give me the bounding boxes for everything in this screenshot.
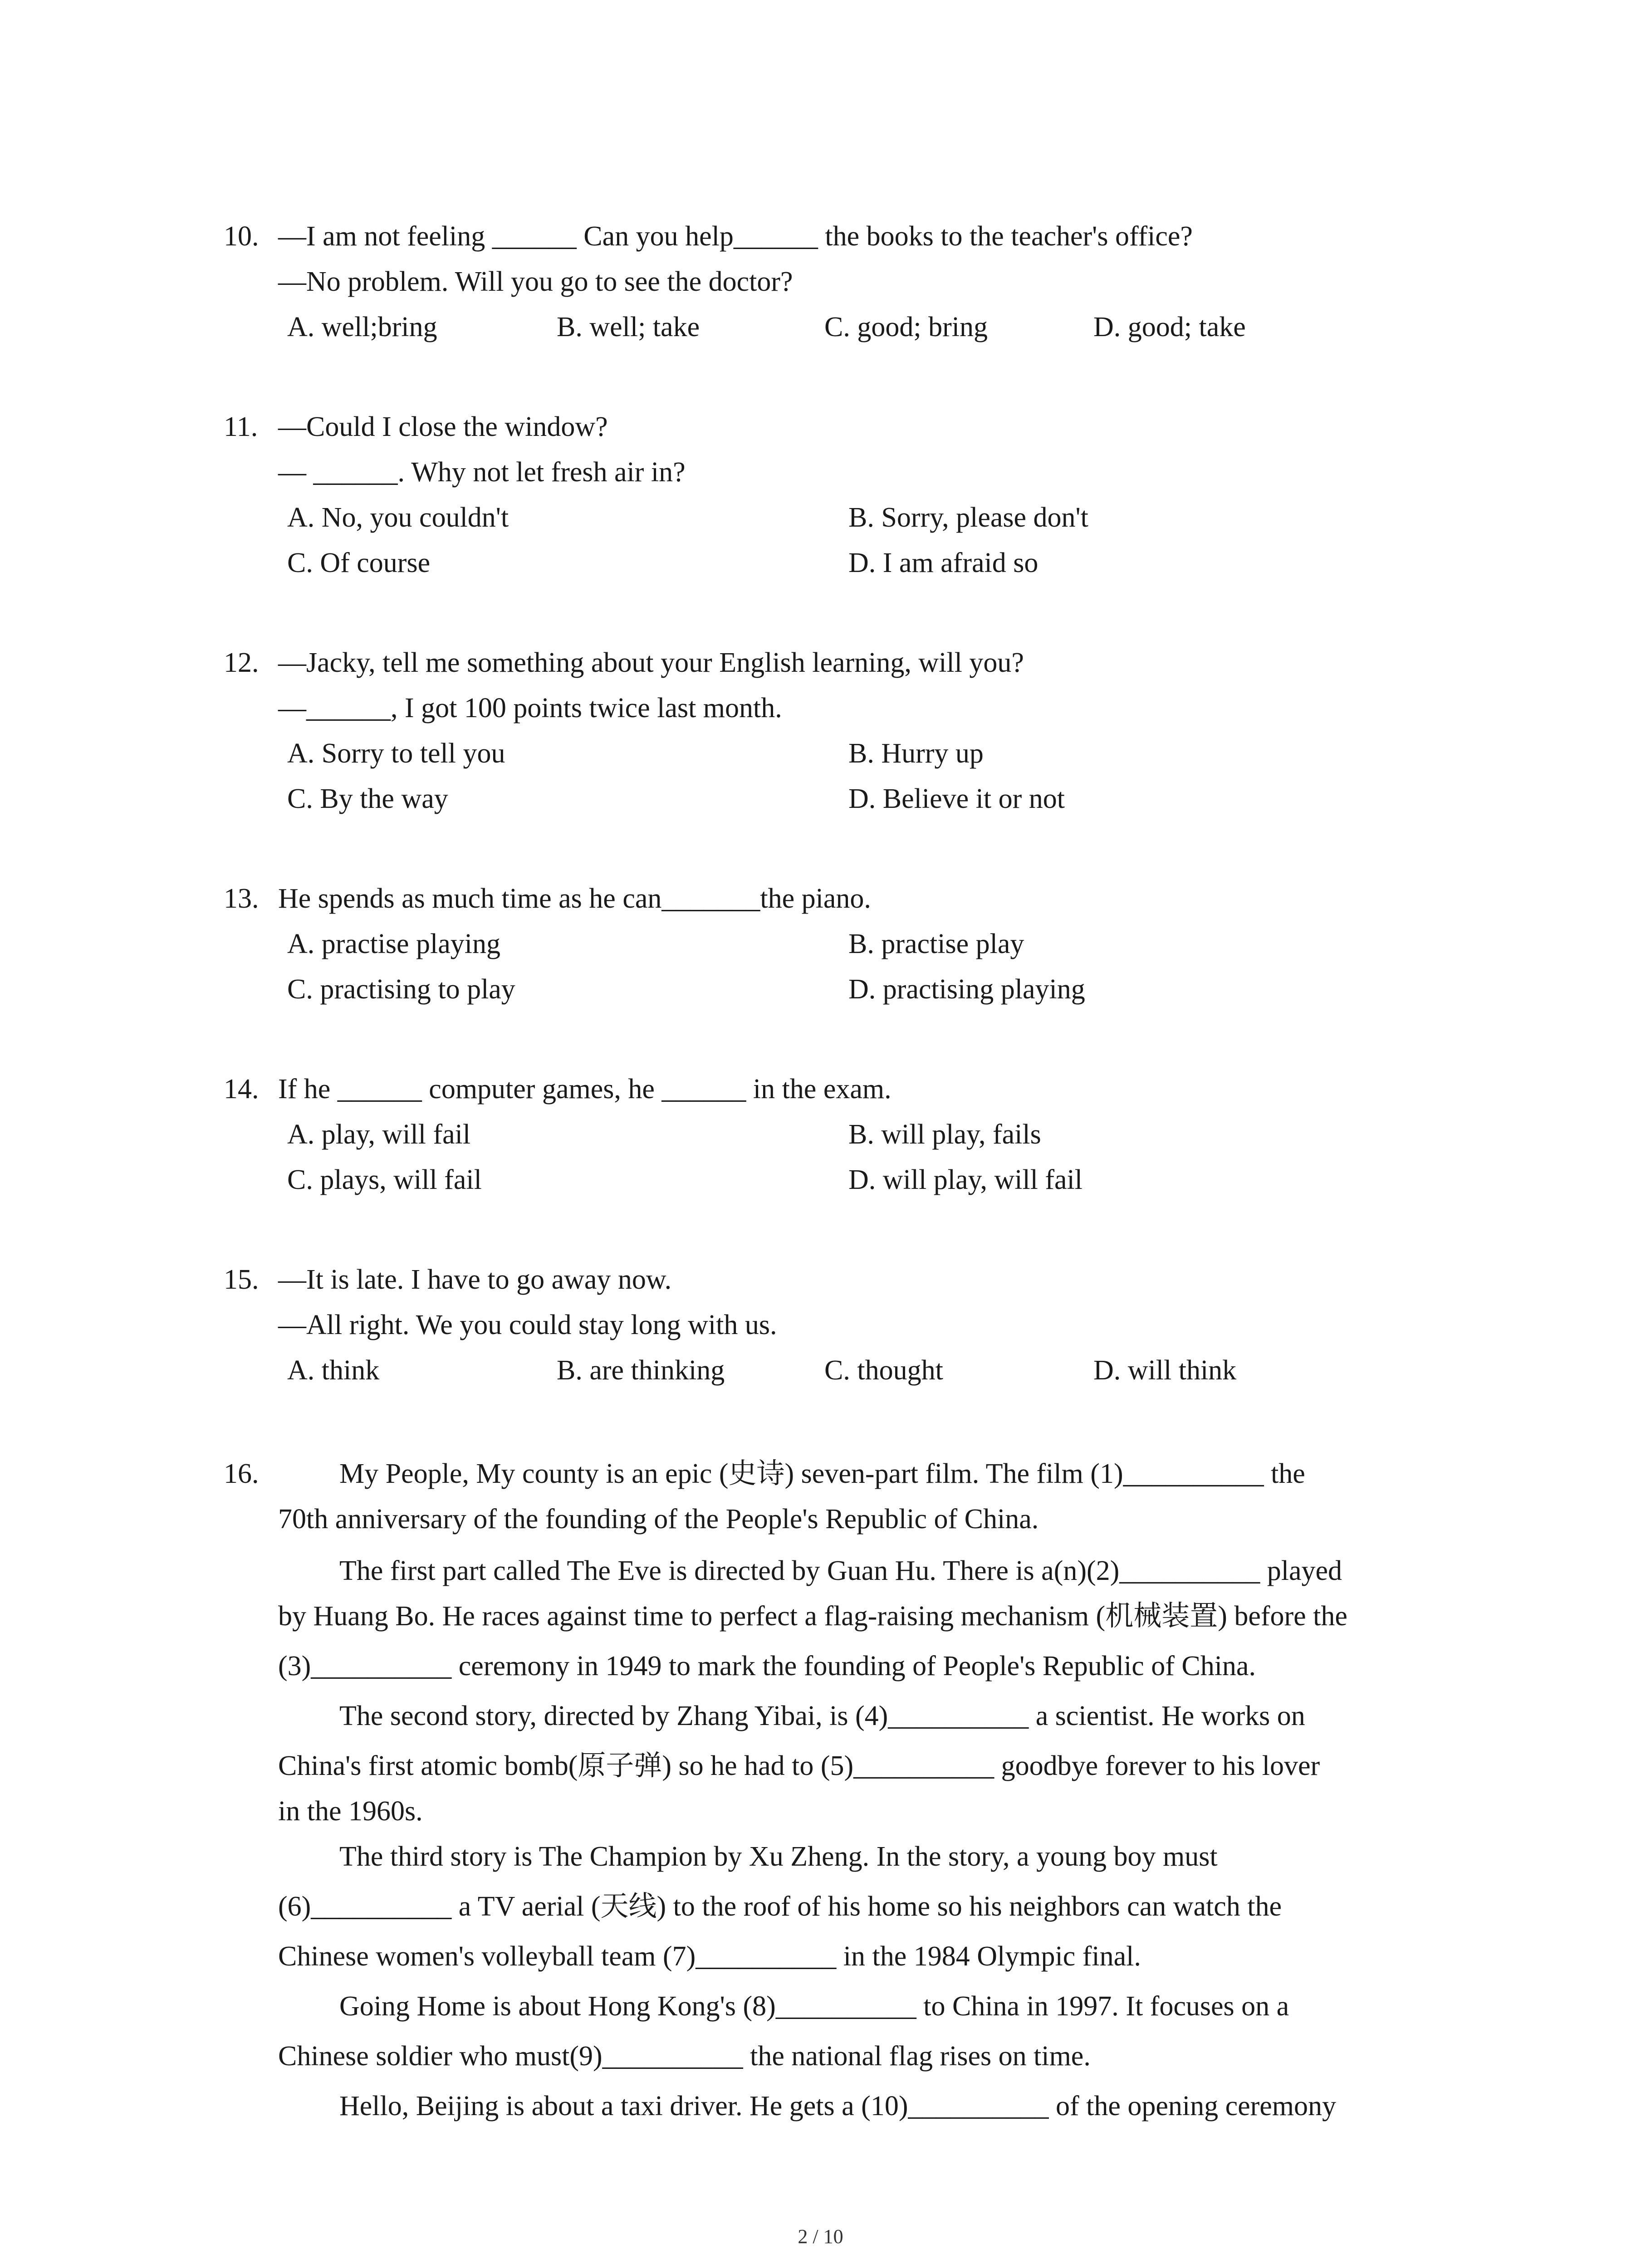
- passage-line: China's first atomic bomb(原子弹) so he had to (5)__________ goodbye forever to his lover: [278, 1750, 1320, 1781]
- option-d[interactable]: D. I am afraid so: [848, 547, 1038, 578]
- question-text: He spends as much time as he can_______the piano.: [278, 883, 871, 914]
- option-d[interactable]: D. good; take: [1093, 312, 1246, 342]
- passage-line: Going Home is about Hong Kong's (8)__________ to China in 1997. It focuses on a: [339, 1991, 1289, 2022]
- option-a[interactable]: A. think: [287, 1355, 380, 1386]
- question-text: If he ______ computer games, he ______ in the exam.: [278, 1074, 892, 1105]
- question-number: 11.: [224, 411, 258, 442]
- question-text: —I am not feeling ______ Can you help______ the books to the teacher's office?: [278, 221, 1193, 252]
- question-number: 13.: [224, 883, 259, 914]
- question-number: 12.: [224, 647, 259, 678]
- option-c[interactable]: C. By the way: [287, 783, 448, 814]
- passage-line: The third story is The Champion by Xu Zheng. In the story, a young boy must: [339, 1841, 1218, 1872]
- question-text: —______, I got 100 points twice last month.: [278, 693, 782, 723]
- passage-line: by Huang Bo. He races against time to perfect a flag-raising mechanism (机械装置) before the: [278, 1601, 1347, 1632]
- option-d[interactable]: D. will think: [1093, 1355, 1237, 1386]
- option-a[interactable]: A. play, will fail: [287, 1119, 471, 1150]
- option-b[interactable]: B. Sorry, please don't: [848, 502, 1088, 533]
- option-a[interactable]: A. well;bring: [287, 312, 437, 342]
- option-c[interactable]: C. good; bring: [824, 312, 988, 342]
- page-number: 2 / 10: [798, 2225, 843, 2248]
- option-a[interactable]: A. Sorry to tell you: [287, 738, 505, 769]
- option-c[interactable]: C. Of course: [287, 547, 431, 578]
- question-text: —No problem. Will you go to see the doctor?: [278, 266, 793, 297]
- option-a[interactable]: A. No, you couldn't: [287, 502, 509, 533]
- passage-line: The first part called The Eve is directed by Guan Hu. There is a(n)(2)__________ played: [339, 1555, 1342, 1586]
- option-d[interactable]: D. will play, will fail: [848, 1164, 1083, 1195]
- question-number: 16.: [224, 1458, 259, 1489]
- question-number: 10.: [224, 221, 259, 252]
- option-b[interactable]: B. are thinking: [557, 1355, 725, 1386]
- question-text: —It is late. I have to go away now.: [278, 1264, 672, 1295]
- passage-line: in the 1960s.: [278, 1796, 423, 1827]
- option-d[interactable]: D. practising playing: [848, 974, 1085, 1005]
- passage-line: Chinese soldier who must(9)__________ the national flag rises on time.: [278, 2041, 1091, 2072]
- option-d[interactable]: D. Believe it or not: [848, 783, 1065, 814]
- option-c[interactable]: C. plays, will fail: [287, 1164, 482, 1195]
- option-c[interactable]: C. practising to play: [287, 974, 515, 1005]
- option-b[interactable]: B. practise play: [848, 929, 1024, 959]
- passage-line: The second story, directed by Zhang Yibai, is (4)__________ a scientist. He works on: [339, 1701, 1305, 1731]
- passage-line: My People, My county is an epic (史诗) seven-part film. The film (1)__________ the: [339, 1458, 1305, 1489]
- passage-line: Hello, Beijing is about a taxi driver. He gets a (10)__________ of the opening ceremony: [339, 2091, 1337, 2121]
- question-text: —Jacky, tell me something about your English learning, will you?: [278, 647, 1024, 678]
- passage-line: (3)__________ ceremony in 1949 to mark the founding of People's Republic of China.: [278, 1651, 1256, 1681]
- question-number: 14.: [224, 1074, 259, 1105]
- option-b[interactable]: B. well; take: [557, 312, 700, 342]
- option-a[interactable]: A. practise playing: [287, 929, 501, 959]
- option-b[interactable]: B. will play, fails: [848, 1119, 1041, 1150]
- option-b[interactable]: B. Hurry up: [848, 738, 984, 769]
- passage-line: (6)__________ a TV aerial (天线) to the roof of his home so his neighbors can watch the: [278, 1891, 1282, 1922]
- question-text: — ______. Why not let fresh air in?: [278, 457, 686, 488]
- question-text: —Could I close the window?: [278, 411, 608, 442]
- passage-line: 70th anniversary of the founding of the People's Republic of China.: [278, 1504, 1039, 1535]
- question-text: —All right. We you could stay long with us.: [278, 1310, 777, 1340]
- option-c[interactable]: C. thought: [824, 1355, 943, 1386]
- question-number: 15.: [224, 1264, 259, 1295]
- passage-line: Chinese women's volleyball team (7)__________ in the 1984 Olympic final.: [278, 1941, 1141, 1972]
